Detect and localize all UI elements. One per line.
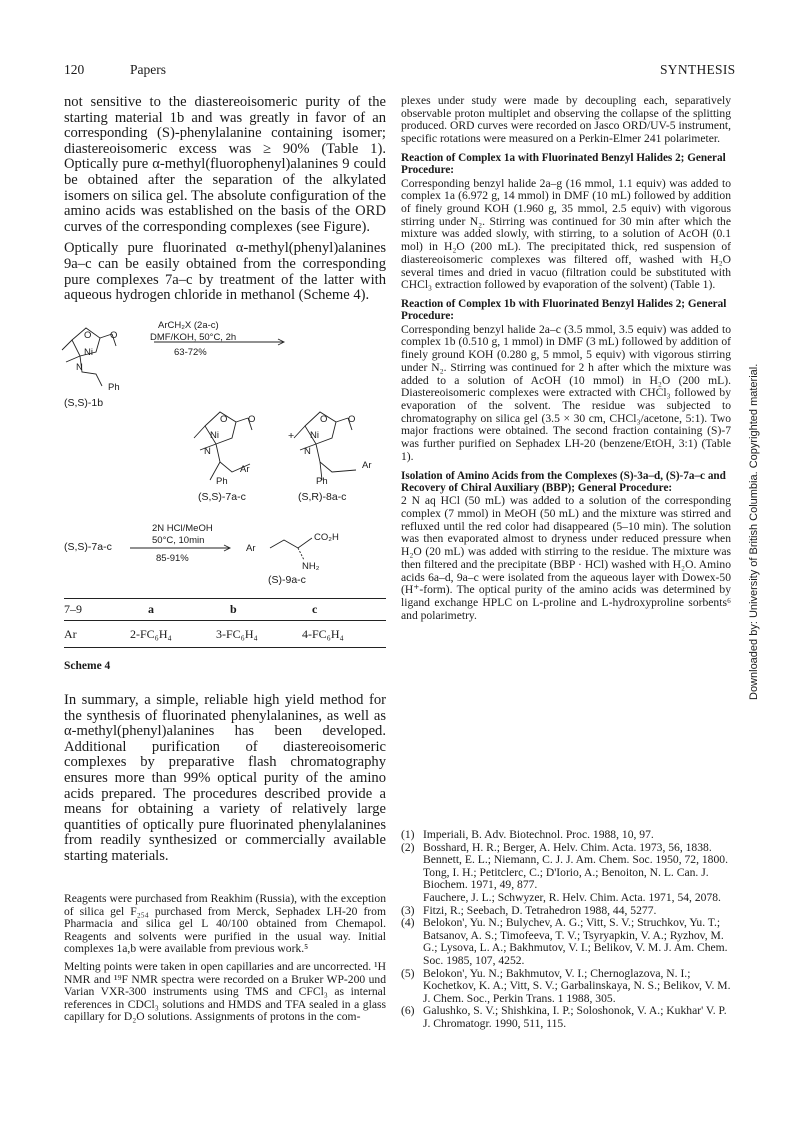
reagent-line: DMF/KOH, 50°C, 2h — [150, 332, 237, 343]
experimental-block — [64, 893, 386, 1029]
scheme-atom-o: O — [320, 414, 328, 425]
scheme-atom-o: O — [348, 414, 356, 425]
scheme-atom-ni: Ni — [210, 430, 219, 441]
scheme-atom-o: O — [110, 330, 118, 341]
page-number: 120 — [64, 62, 85, 77]
scheme-atom-ar: Ar — [240, 464, 250, 475]
procedure-title: Reaction of Complex 1b with Fluorinated Benzyl Halides 2; General Procedure: — [401, 297, 727, 323]
paragraph: plexes under study were made by decoupling each, separatively observable proton multiplet and observing the collapse of the splitting produced. ORD curves were recorded on Jasco ORD/UV-5 instrument, specific rotations were measured on a Perkin-Elmer 241 polarimeter. — [401, 94, 731, 146]
plus-sign: + — [288, 430, 295, 442]
scheme-atom-nh2: NH₂ — [302, 561, 320, 572]
section-name: Papers — [130, 62, 166, 77]
reference-item — [401, 842, 731, 905]
reference-item — [401, 829, 731, 842]
compound-label: (S,S)-7a-c — [198, 491, 246, 503]
paragraph: Melting points were taken in open capillaries and are uncorrected. ¹H NMR and ¹⁹F NMR spectra were recorded on a Bruker WP-200 und Varian VXR-300 instruments using TMS and CFCl₃ as internal references in CDCl₃ solutions and HMDS and TFA sealed in a glass capillary for D₂O solutions. Assignments of protons in the com- — [64, 959, 386, 1024]
scheme-atom-o: O — [84, 330, 92, 341]
scheme-atom-ni: Ni — [84, 347, 93, 358]
paragraph: Optically pure fluorinated α-methyl(phenyl)alanines 9a–c can be easily obtained from the corresponding pure complexes 7a–c by treatment of the latter with aqueous hydrogen chloride in methanol (Scheme 4). — [64, 240, 386, 304]
paragraph: In summary, a simple, reliable high yield method for the synthesis of fluorinated phenylalanines, as well as α-methyl(phenyl)alanines has been developed. Additional purification of diastereoisomeric complexes by preparative flash chromatography ensures more than 99% optical purity of the amino acids prepared. The procedures described provide a means for obtaining a variety of relatively large quantities of optically pure fluorinated phenylalanines from readily synthesized or commercially available starting materials. — [64, 692, 386, 864]
scheme-atom-n: N — [204, 446, 211, 457]
procedure-title: Reaction of Complex 1a with Fluorinated Benzyl Halides 2; General Procedure: — [401, 151, 726, 177]
scheme-atom-ni: Ni — [310, 430, 319, 441]
right-column — [401, 95, 731, 628]
reference-item — [401, 968, 731, 1006]
yield-label: 63-72% — [174, 347, 207, 358]
scheme-atom-o: O — [220, 414, 228, 425]
reference-number: (1) — [401, 828, 415, 841]
scheme-atom-co2h: CO₂H — [314, 532, 339, 543]
reagent-line: ArCH₂X (2a-c) — [158, 320, 219, 331]
reagent-line: 50°C, 10min — [152, 535, 205, 546]
paragraph: Reagents were purchased from Reakhim (Russia), with the exception of silica gel F₂₅₄ purchased from Merck, Sephadex LH-20 from Pharmacia and silica gel L 40/100 obtained from Chemapol. Reagents and solvents were purified in the usual way. Initial complexes 1a,b were available from previous work.⁵ — [64, 892, 386, 956]
reference-line: Imperiali, B. Adv. Biotechnol. Proc. 1988, 10, 97. — [423, 828, 654, 841]
download-watermark: Downloaded by: University of British Columbia. Copyrighted material. — [748, 363, 760, 700]
reference-item — [401, 917, 731, 967]
procedure-text: 2 N aq HCl (50 mL) was added to a solution of the corresponding complex (7 mmol) in MeOH (50 mL) and the mixture was stirred and refluxed until the red color had disappeared (5–10 min). The solution was then evaporated almost to dryness under reduced pressure when H₂O (20 mL) was added with stirring to the residue. The mixture was then filtered and the precipitate (BBP · HCl) washed with H₂O. Amino acids 6a–d, 9a–c were isolated from the aqueous layer with Dowex-50 (H⁺-form). The optical purity of the amino acids was determined by ligand exchange HPLC on L-proline and L-hydroxyproline sorbents⁶ and polarimetry. — [401, 494, 731, 622]
reference-item — [401, 1005, 731, 1030]
table-cell: Ar — [64, 627, 77, 641]
scheme-caption: Scheme 4 — [64, 660, 111, 672]
scheme-atom-n: N — [304, 446, 311, 457]
compound-label: (S,S)-7a-c — [64, 541, 112, 553]
scheme-atom-ar: Ar — [246, 543, 256, 554]
reference-line: Fauchere, J. L.; Schwyzer, R. Helv. Chim. Acta. 1971, 54, 2078. — [423, 890, 721, 904]
table-cell: b — [230, 602, 237, 616]
reference-number: (3) — [401, 903, 415, 917]
references-list — [401, 829, 731, 1031]
compound-label: (S)-9a-c — [268, 574, 306, 586]
table-cell: 7–9 — [64, 602, 82, 616]
reference-line: Galushko, S. V.; Shishkina, I. P.; Soloshonok, V. A.; Kukhar' V. P. J. Chromatogr. 1990, 511, 115. — [423, 1004, 727, 1030]
yield-label: 85-91% — [156, 553, 189, 564]
table-cell: a — [148, 602, 154, 616]
reference-number: (2) — [401, 840, 415, 854]
procedure-title: Isolation of Amino Acids from the Complexes (S)-3a–d, (S)-7a–c and Recovery of Chiral Auxiliary (BBP); General Procedure: — [401, 469, 726, 494]
reference-line: Tong, I. H.; Petitclerc, C.; D'Iorio, A.; Benoiton, N. L. Can. J. Biochem. 1971, 49, 877. — [423, 865, 709, 892]
reagent-line: 2N HCl/MeOH — [152, 523, 213, 534]
reference-line: Fitzi, R.; Seebach, D. Tetrahedron 1988, 44, 5277. — [423, 903, 657, 917]
scheme-atom-ph: Ph — [216, 476, 228, 487]
table-cell: 2-FC₆H₄ — [130, 627, 172, 641]
compound-label: (S,R)-8a-c — [298, 491, 347, 503]
procedure-text: Corresponding benzyl halide 2a–c (3.5 mmol, 3.5 equiv) was added to complex 1b (0.510 g, 1 mmol) in DMF (3 mL) followed by addition of finely ground KOH (0.280 g, 5 mmol, 5 equiv) with vigorous stirring under N₂. Stirring was continued for 2 h after which the mixture was added to a solution of AcOH (10 mmol) in H₂O (200 mL). Diastereoisomeric complexes were extracted with CHCl₃ followed by evaporation of the solvent. The residue was subjected to chromatography on silica gel (3.5 × 30 cm, CHCl₃/acetone, 5:1). Two major fractions were obtained. The second fraction containing (S)-7 was further purified on Sephadex LH-20 (benzene/EtOH, 3:1) (Table 1). — [401, 322, 731, 463]
compound-label: (S,S)-1b — [64, 397, 104, 409]
summary-paragraph-block — [64, 693, 386, 871]
scheme-atom-ar: Ar — [362, 460, 372, 471]
reference-line: Belokon', Yu. N.; Bulychev, A. G.; Vitt, S. V.; Struchkov, Yu. T.; Batsanov, A. S.; Timofeeva, T. V.; Tsyryapkin, V. A.; Ryzhov, M. G.; Lysova, L. A.; Bakhmutov, V. I.; Belikov, V. M. J. Am. Chem. Soc. 1985, 107, 4252. — [423, 916, 728, 967]
left-column-top — [64, 95, 386, 310]
reference-number: (5) — [401, 966, 415, 980]
journal-name: SYNTHESIS — [660, 62, 736, 77]
paragraph: not sensitive to the diastereoisomeric purity of the starting material 1b and was greatly in favor of an corresponding (S)-phenylalanine containing isomer; diastereoisomeric excess was ≥ 90% (Table 1). Optically pure α-methyl(fluorophenyl)alanines 9 could be obtained after the separation of the alkylated isomers on silica gel. The absolute configuration of the amino acids was established on the basis of the ORD curves of the corresponding complexes (see Figure). — [64, 94, 386, 235]
scheme-atom-o: O — [248, 414, 256, 425]
reference-line: Bennett, E. L.; Niemann, C. J. J. Am. Chem. Soc. 1950, 72, 1800. — [423, 853, 728, 867]
reference-line: Bosshard, H. R.; Berger, A. Helv. Chim. Acta. 1973, 56, 1838. — [423, 840, 712, 854]
procedure-text: Corresponding benzyl halide 2a–g (16 mmol, 1.1 equiv) was added to complex 1a (6.972 g, 14 mmol) in DMF (10 mL) followed by addition of finely ground KOH (1.960 g, 35 mmol, 2.5 equiv) with vigorous stirring under N₂. Stirring was continued for 30 min after which the mixture was added slowly, with stirring, to a solution of AcOH (0.1 mol) in H₂O (200 mL). The precipitated thick, red suspension of diastereoisomeric complexes was filtered off, washed with H₂O several times and dried in vacuo (filtration could be substituted with CHCl₃ extraction followed by evaporation of the solvent) (Table 1). — [401, 176, 731, 292]
table-cell: c — [312, 602, 318, 616]
scheme-atom-n: N — [76, 362, 83, 373]
scheme-atom-ph: Ph — [108, 382, 120, 393]
table-cell: 4-FC₆H₄ — [302, 627, 344, 641]
reference-number: (6) — [401, 1004, 415, 1018]
reference-number: (4) — [401, 916, 415, 930]
table-cell: 3-FC₆H₄ — [216, 627, 258, 641]
reference-line: Belokon', Yu. N.; Bakhmutov, V. I.; Chernoglazova, N. I.; Kochetkov, K. A.; Vitt, S. V.; Garbalinskaya, N. S.; Belikov, V. M. J. Chem. Soc., Perkin Trans. 1 1988, 305. — [423, 966, 731, 1005]
scheme-atom-ph: Ph — [316, 476, 328, 487]
